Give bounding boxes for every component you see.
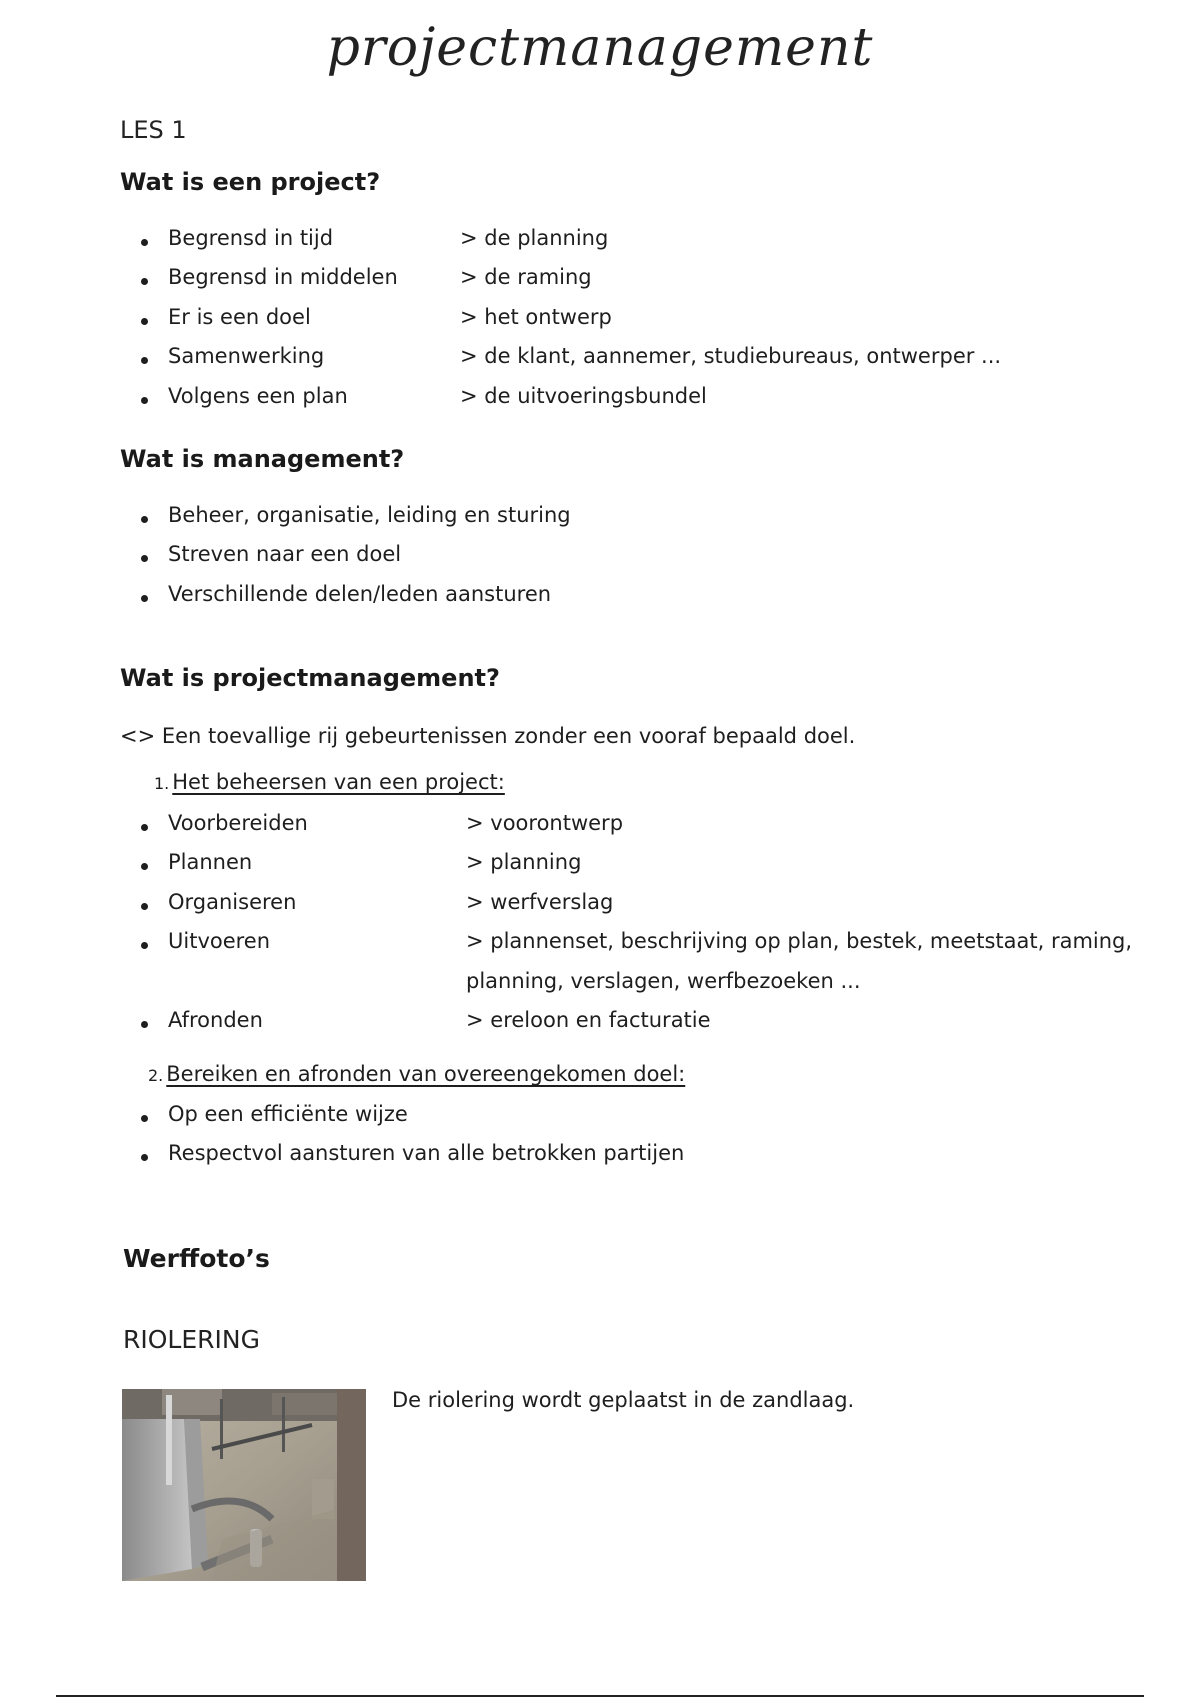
- bullet-icon: [141, 1021, 148, 1028]
- intro-text: <> Een toevallige rij gebeurtenissen zonder een vooraf bepaald doel.: [120, 724, 856, 748]
- list-item: [0, 226, 1200, 262]
- item-note: > de klant, aannemer, studiebureaus, ontwerper ...: [460, 344, 1002, 368]
- construction-photo: [122, 1389, 366, 1581]
- numbered-heading-text: Bereiken en afronden van overeengekomen doel:: [166, 1062, 686, 1086]
- bullet-icon: [141, 1154, 148, 1161]
- bullet-icon: [141, 942, 148, 949]
- item-label: Afronden: [168, 1008, 263, 1032]
- bullet-icon: [141, 555, 148, 562]
- list-item: [0, 582, 1200, 618]
- sewer-trench-photo-image: [122, 1389, 366, 1581]
- list-item: [0, 1102, 1200, 1138]
- item-label: Samenwerking: [168, 344, 325, 368]
- heading-riolering: RIOLERING: [123, 1325, 260, 1354]
- list-item: [0, 265, 1200, 301]
- lesson-label: LES 1: [120, 116, 187, 144]
- heading-wat-is-management: Wat is management?: [120, 445, 405, 473]
- item-label: Uitvoeren: [168, 929, 271, 953]
- document-title: projectmanagement: [326, 18, 874, 78]
- item-note: > de planning: [460, 226, 609, 250]
- item-label: Begrensd in tijd: [168, 226, 334, 250]
- item-label: Beheer, organisatie, leiding en sturing: [168, 503, 571, 527]
- bullet-icon: [141, 903, 148, 910]
- heading-wat-is-een-project: Wat is een project?: [120, 168, 381, 196]
- list-item: [0, 542, 1200, 578]
- list-item: [0, 344, 1200, 380]
- item-note: > voorontwerp: [466, 811, 624, 835]
- item-label: Volgens een plan: [168, 384, 348, 408]
- list-item: [0, 305, 1200, 341]
- photo-caption: De riolering wordt geplaatst in de zandlaag.: [392, 1388, 855, 1412]
- item-note: > plannenset, beschrijving op plan, bestek, meetstaat, raming,: [466, 929, 1133, 953]
- item-label: Streven naar een doel: [168, 542, 402, 566]
- item-note: > de raming: [460, 265, 592, 289]
- list-item: [0, 890, 1200, 926]
- heading-wat-is-projectmanagement: Wat is projectmanagement?: [120, 664, 500, 692]
- item-label: Plannen: [168, 850, 253, 874]
- item-label: Er is een doel: [168, 305, 311, 329]
- bullet-icon: [141, 1115, 148, 1122]
- item-note-continuation: planning, verslagen, werfbezoeken ...: [466, 969, 861, 993]
- list-item: [0, 929, 1200, 965]
- bullet-icon: [141, 278, 148, 285]
- numbered-heading-text: Het beheersen van een project:: [172, 770, 505, 794]
- item-note: > werfverslag: [466, 890, 614, 914]
- bullet-icon: [141, 397, 148, 404]
- numbered-heading-1: [154, 770, 505, 794]
- item-label: Begrensd in middelen: [168, 265, 398, 289]
- item-label: Organiseren: [168, 890, 297, 914]
- item-note: > de uitvoeringsbundel: [460, 384, 707, 408]
- item-label: Verschillende delen/leden aansturen: [168, 582, 552, 606]
- bullet-icon: [141, 239, 148, 246]
- numbered-heading-2: [148, 1062, 685, 1086]
- bullet-icon: [141, 318, 148, 325]
- heading-werffotos: Werffoto’s: [123, 1244, 270, 1273]
- list-number: 2.: [148, 1066, 164, 1085]
- bullet-icon: [141, 516, 148, 523]
- list-item: [0, 850, 1200, 886]
- list-item: [0, 1141, 1200, 1177]
- item-label: Respectvol aansturen van alle betrokken partijen: [168, 1141, 685, 1165]
- bullet-icon: [141, 824, 148, 831]
- item-note: > planning: [466, 850, 582, 874]
- item-label: Voorbereiden: [168, 811, 308, 835]
- item-note: > ereloon en facturatie: [466, 1008, 711, 1032]
- item-label: Op een efficiënte wijze: [168, 1102, 408, 1126]
- page-bottom-rule: [56, 1695, 1144, 1697]
- list-item: [0, 384, 1200, 420]
- bullet-icon: [141, 863, 148, 870]
- list-item: [0, 503, 1200, 539]
- bullet-icon: [141, 357, 148, 364]
- list-number: 1.: [154, 774, 170, 793]
- bullet-icon: [141, 595, 148, 602]
- list-item: [0, 811, 1200, 847]
- list-item: [0, 1008, 1200, 1044]
- item-note: > het ontwerp: [460, 305, 612, 329]
